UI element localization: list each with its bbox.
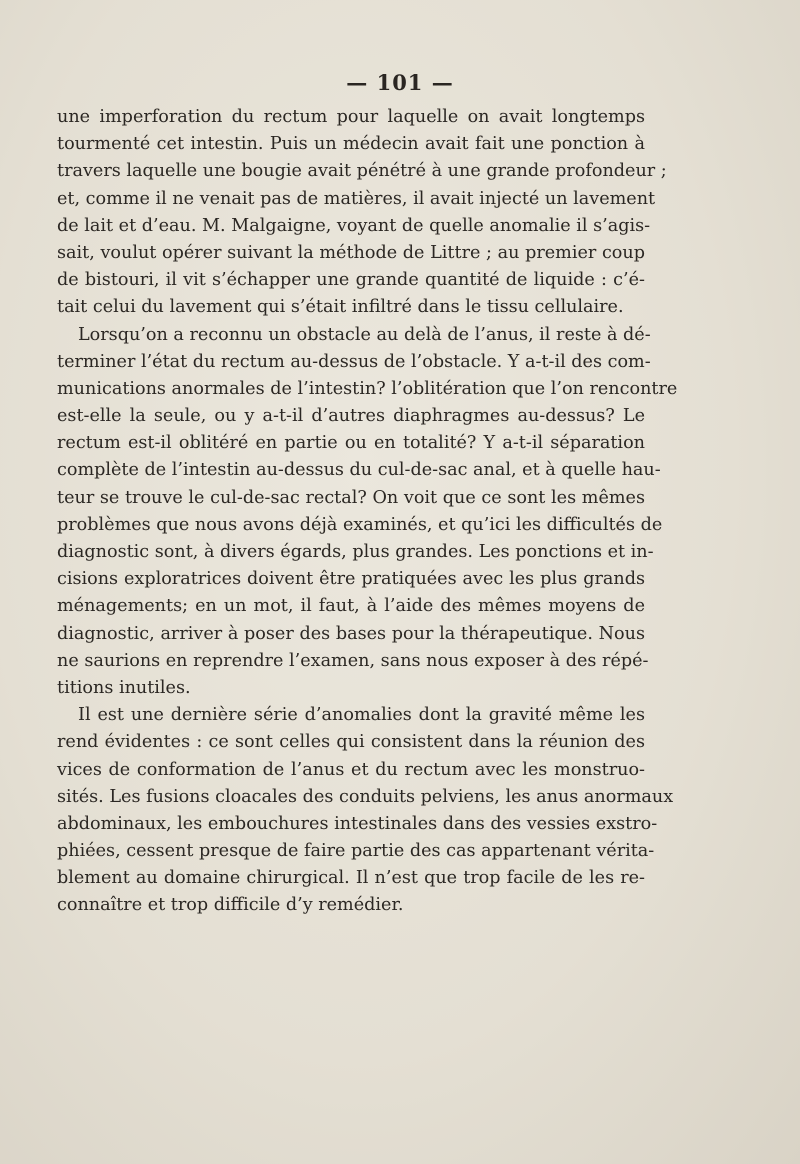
text-line: Lorsqu’on a reconnu un obstacle au delà de l’anus, il reste à dé- [78,324,651,345]
text-line: est-elle la seule, ou y a-t-il d’autres diaphragmes au-dessus? Le [57,406,645,427]
text-line: ménagements; en un mot, il faut, à l’aide des mêmes moyens de [57,596,645,617]
text-line: une imperforation du rectum pour laquelle on avait longtemps [57,107,645,127]
text-line: sités. Les fusions cloacales des conduits pelviens, les anus anormaux [57,786,674,807]
text-line: Il est une dernière série d’anomalies dont la gravité même les [78,705,645,726]
text-line: connaître et trop difficile d’y remédier. [57,895,404,916]
text-line: sait, voulut opérer suivant la méthode de Littre ; au premier coup [57,242,645,263]
text-line: munications anormales de l’intestin? l’oblitération que l’on rencontre [57,378,678,399]
text-line: complète de l’intestin au-dessus du cul-de-sac anal, et à quelle hau- [57,460,661,481]
text-line: teur se trouve le cul-de-sac rectal? On voit que ce sont les mêmes [57,487,645,508]
paragraph-2 [57,322,678,703]
text-line: diagnostic sont, à divers égards, plus grandes. Les ponctions et in- [57,542,654,562]
text-line: terminer l’état du rectum au-dessus de l’obstacle. Y a-t-il des com- [57,351,651,372]
text-line: vices de conformation de l’anus et du rectum avec les monstruo- [57,759,645,780]
text-line: cisions exploratrices doivent être pratiquées avec les plus grands [57,569,645,590]
text-line: rend évidentes : ce sont celles qui consistent dans la réunion des [57,732,645,753]
text-line: ne saurions en reprendre l’examen, sans nous exposer à des répé- [57,650,649,671]
text-line: diagnostic, arriver à poser des bases pour la thérapeutique. Nous [57,623,645,644]
text-line: de bistouri, il vit s’échapper une grande quantité de liquide : c’é- [57,270,645,291]
text-line: blement au domaine chirurgical. Il n’est que trop facile de les re- [57,868,645,889]
text-line: rectum est-il oblitéré en partie ou en totalité? Y a-t-il séparation [57,433,645,454]
text-line: titions inutiles. [57,677,191,698]
paragraph-3 [57,702,674,920]
body-text [57,104,678,920]
text-line: problèmes que nous avons déjà examinés, et qu’ici les difficultés de [57,514,663,535]
text-line: phiées, cessent presque de faire partie des cas appartenant vérita- [57,841,655,862]
text-line: tait celui du lavement qui s’était infiltré dans le tissu cellulaire. [57,297,624,318]
text-line: tourmenté cet intestin. Puis un médecin avait fait une ponction à [57,134,645,155]
paragraph-1 [57,104,667,322]
text-line: travers laquelle une bougie avait pénétré à une grande profondeur ; [57,161,667,182]
text-line: abdominaux, les embouchures intestinales dans des vessies exstro- [57,813,658,834]
page-number: — 101 — [346,70,454,95]
text-line: et, comme il ne venait pas de matières, il avait injecté un lavement [57,188,656,209]
text-line: de lait et d’eau. M. Malgaigne, voyant de quelle anomalie il s’agis- [57,215,651,236]
